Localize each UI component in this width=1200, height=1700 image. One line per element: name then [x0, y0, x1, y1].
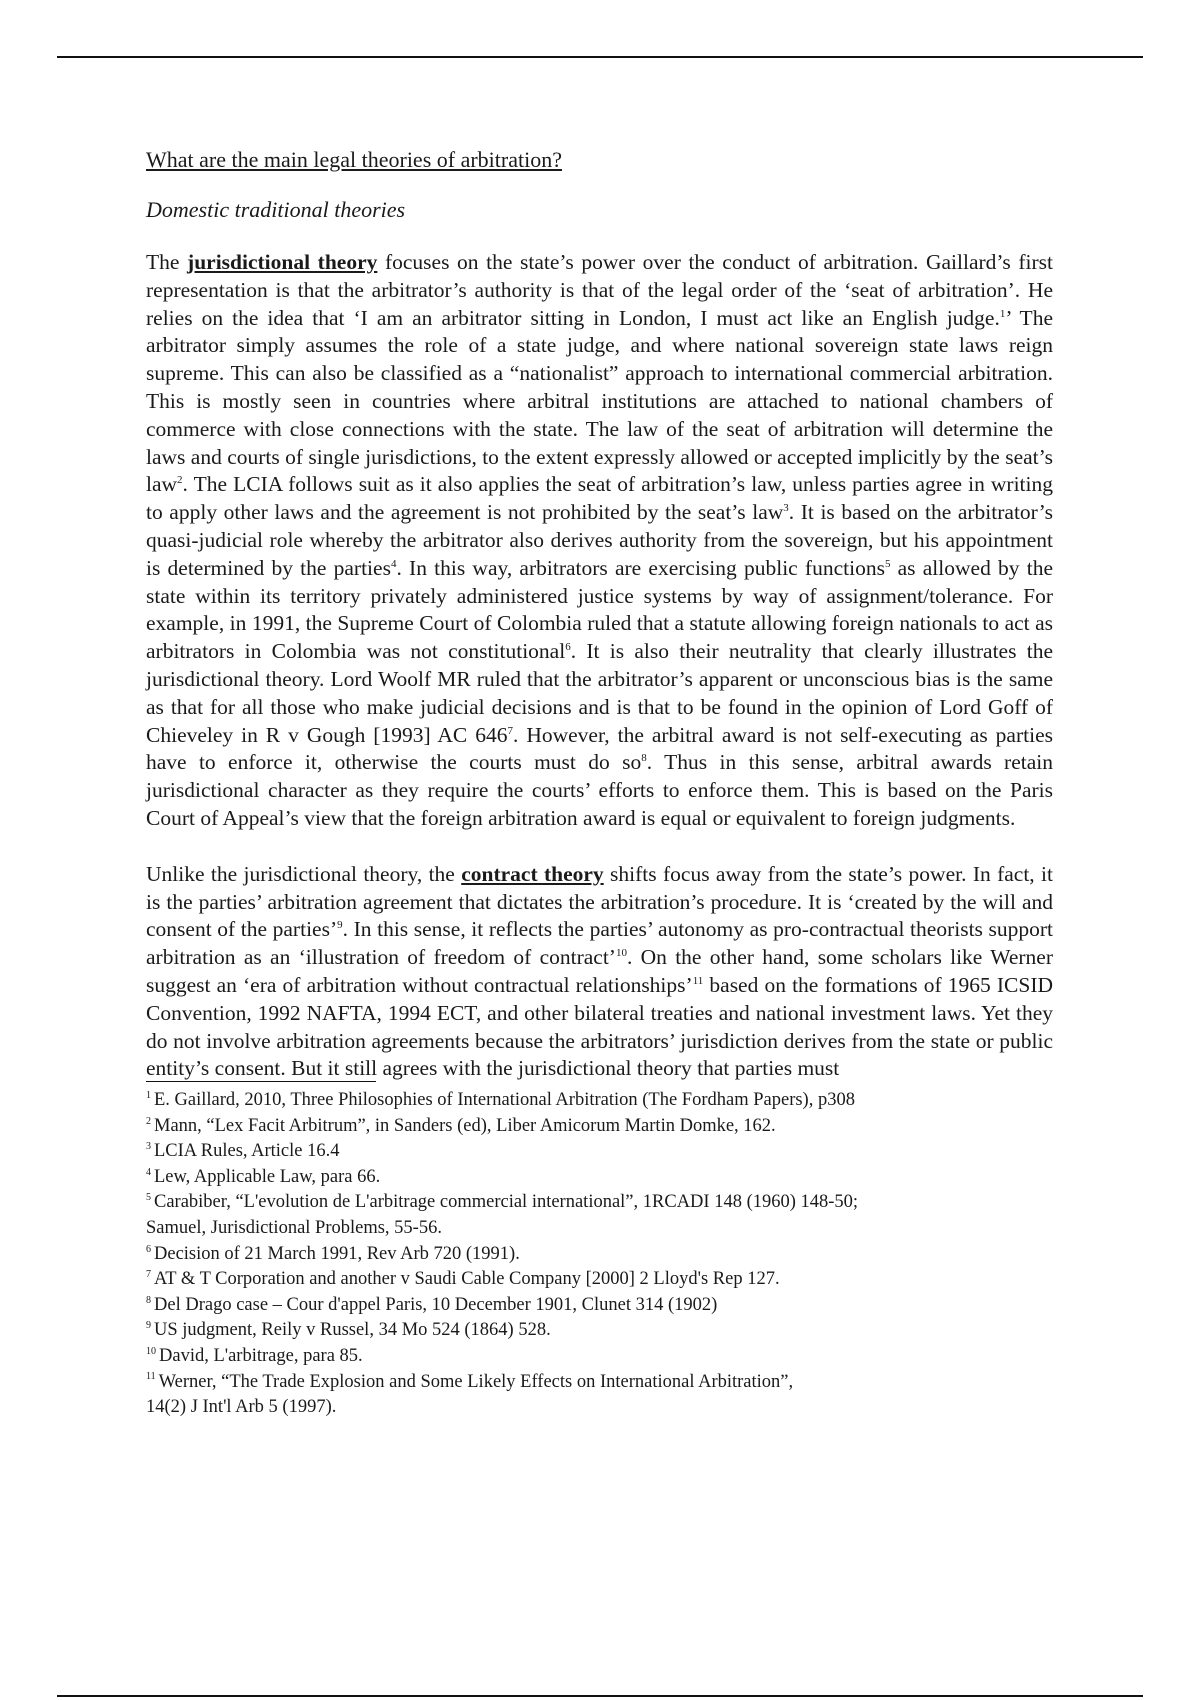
footnote-ref-2: 2 [177, 474, 183, 487]
footnote-text: Del Drago case – Cour d'appel Paris, 10 December 1901, Clunet 314 (1902) [154, 1294, 718, 1315]
footnote-text: E. Gaillard, 2010, Three Philosophies of International Arbitration (The Fordham Papers), p308 [154, 1090, 855, 1111]
footnote-ref-5: 5 [884, 557, 891, 570]
footnote-number: 11 [146, 1371, 156, 1383]
paragraph-text: . It is based on the arbitrator’s quasi-judicial role whereby the arbitrator also derives authority from the sovereign, but his appointment is determined by the parties [146, 500, 1053, 580]
paragraph-text: ’ The arbitrator simply assumes the role of a state judge, and where national sovereign state laws reign supreme. This can also be classified as a “nationalist” approach to international commercial arbitration. This is mostly seen in countries where arbitral institutions are attached to national chambers of commerce with close connections with the state. The law of the seat of arbitration will determine the laws and courts of single jurisdictions, to the extent expressly allowed or accepted implicitly by the seat’s law [146, 305, 1053, 497]
section-subheading: Domestic traditional theories [146, 197, 406, 222]
footnote-number: 2 [146, 1115, 151, 1127]
footnote-11 [146, 1370, 1053, 1421]
footnote-number: 9 [146, 1320, 151, 1332]
footnote-ref-1: 1 [999, 307, 1006, 320]
footnote-number: 5 [146, 1192, 151, 1204]
footnote-text: Mann, “Lex Facit Arbitrum”, in Sanders (ed), Liber Amicorum Martin Domke, 162. [154, 1115, 776, 1136]
paragraph-text: . It is also their neutrality that clearly illustrates the jurisdictional theory. Lord Woolf MR ruled that the arbitrator’s apparent or unconscious bias is the same as that for all those who make judicial decisions and is that to be found in the opinion of Lord Goff of Chieveley in R v Gough [1993] AC 646 [146, 639, 1053, 747]
footnote-ref-7: 7 [507, 724, 513, 737]
footnote-ref-11: 11 [692, 974, 704, 987]
paragraph-text: as allowed by the state within its territory privately administered justice systems by way of assignment/tolerance. For example, in 1991, the Supreme Court of Colombia ruled that a statute allowing foreign nationals to act as arbitrators in Colombia was not constitutional [146, 555, 1053, 664]
footnote-ref-4: 4 [390, 557, 397, 570]
footnote-number: 6 [146, 1243, 151, 1255]
footnote-ref-6: 6 [565, 641, 571, 653]
paragraph-text: . On the other hand, some scholars like Werner suggest an ‘era of arbitration without contractual relationships’ [146, 945, 1053, 997]
footnote-number: 3 [146, 1141, 151, 1153]
footnote-text: 14(2) J Int'l Arb 5 (1997). [146, 1397, 337, 1418]
footnote-text: LCIA Rules, Article 16.4 [154, 1141, 340, 1162]
footnote-7 [146, 1267, 1053, 1293]
footnote-text: Decision of 21 March 1991, Rev Arb 720 (1991). [154, 1243, 520, 1264]
footnote-text: Lew, Applicable Law, para 66. [154, 1166, 381, 1187]
paragraph-text: . In this way, arbitrators are exercising public functions [396, 555, 885, 580]
footnote-text: US judgment, Reily v Russel, 34 Mo 524 (1864) 528. [154, 1320, 551, 1341]
paragraph-contract-theory [146, 861, 1053, 1083]
paragraph-text: . In this sense, it reflects the parties’ autonomy as pro-contractual theorists support arbitration as an ‘illustration of freedom of contract’ [146, 917, 1054, 970]
paragraph-text: based on the formations of 1965 ICSID Convention, 1992 NAFTA, 1994 ECT, and other bilateral treaties and national investment laws. Yet they do not involve arbitration agreements because the arbitrators’ jurisdiction derives from the state or public entity’s consent. But it still agrees with the jurisdictional theory that parties must [146, 972, 1053, 1081]
header-rule [57, 56, 1143, 58]
footnote-ref-8: 8 [641, 752, 647, 765]
footnote-number: 4 [146, 1166, 151, 1178]
paragraph-jurisdictional-theory [146, 249, 1053, 833]
footnote-9 [146, 1318, 1053, 1344]
paragraph-text: focuses on the state’s power over the conduct of arbitration. Gaillard’s first representation is that the arbitrator’s authority is that of the legal order of the ‘seat of arbitration’. He relies on the idea that ‘I am an arbitrator sitting in London, I must act like an English judge. [146, 250, 1053, 330]
footnote-5 [146, 1190, 1053, 1241]
footnote-2 [146, 1114, 1053, 1140]
footnote-text: Werner, “The Trade Explosion and Some Likely Effects on International Arbitration”, [158, 1371, 794, 1392]
paragraph-text: shifts focus away from the state’s power. In fact, it is the parties’ arbitration agreement that dictates the arbitration’s procedure. It is ‘created by the will and consent of the parties’ [146, 861, 1053, 942]
footer-rule [57, 1695, 1143, 1697]
footnote-text: AT & T Corporation and another v Saudi Cable Company [2000] 2 Lloyd's Rep 127. [154, 1269, 780, 1290]
footnote-3 [146, 1139, 1053, 1165]
paragraph-text: The [146, 250, 188, 274]
footnote-ref-9: 9 [337, 919, 343, 932]
footnote-number: 8 [146, 1294, 151, 1306]
footnote-8 [146, 1293, 1053, 1319]
document-body [146, 146, 1053, 1421]
term-contract-theory: contract theory [461, 861, 604, 886]
footnote-number: 1 [146, 1089, 151, 1101]
paragraph-text: . The LCIA follows suit as it also applies the seat of arbitration’s law, unless parties agree in writing to apply other laws and the agreement is not prohibited by the seat’s law [146, 472, 1053, 525]
footnote-text: Samuel, Jurisdictional Problems, 55-56. [146, 1218, 442, 1239]
footnotes [146, 1088, 1053, 1421]
footnote-6 [146, 1242, 1053, 1268]
footnote-ref-3: 3 [783, 502, 789, 515]
paragraph-text: . Thus in this sense, arbitral awards retain jurisdictional character as they require the courts’ efforts to enforce them. This is based on the Paris Court of Appeal’s view that the foreign arbitration award is equal or equivalent to foreign judgments. [146, 750, 1054, 830]
paragraph-text: Unlike the jurisdictional theory, the [146, 861, 462, 886]
footnote-number: 7 [146, 1269, 151, 1281]
question-heading: What are the main legal theories of arbitration? [146, 147, 562, 172]
footnote-1 [146, 1088, 1053, 1114]
paragraph-text: . However, the arbitral award is not self-executing as parties have to enforce it, otherwise the courts must do so [146, 722, 1053, 775]
footnote-4 [146, 1165, 1053, 1191]
footnote-text: Carabiber, “L'evolution de L'arbitrage commercial international”, 1RCADI 148 (1960) 148-50; [154, 1192, 859, 1213]
footnote-10 [146, 1344, 1053, 1370]
term-jurisdictional-theory: jurisdictional theory [187, 250, 378, 274]
footnote-ref-10: 10 [615, 946, 627, 959]
footnote-text: David, L'arbitrage, para 85. [159, 1346, 363, 1367]
footnote-number: 10 [146, 1345, 156, 1357]
